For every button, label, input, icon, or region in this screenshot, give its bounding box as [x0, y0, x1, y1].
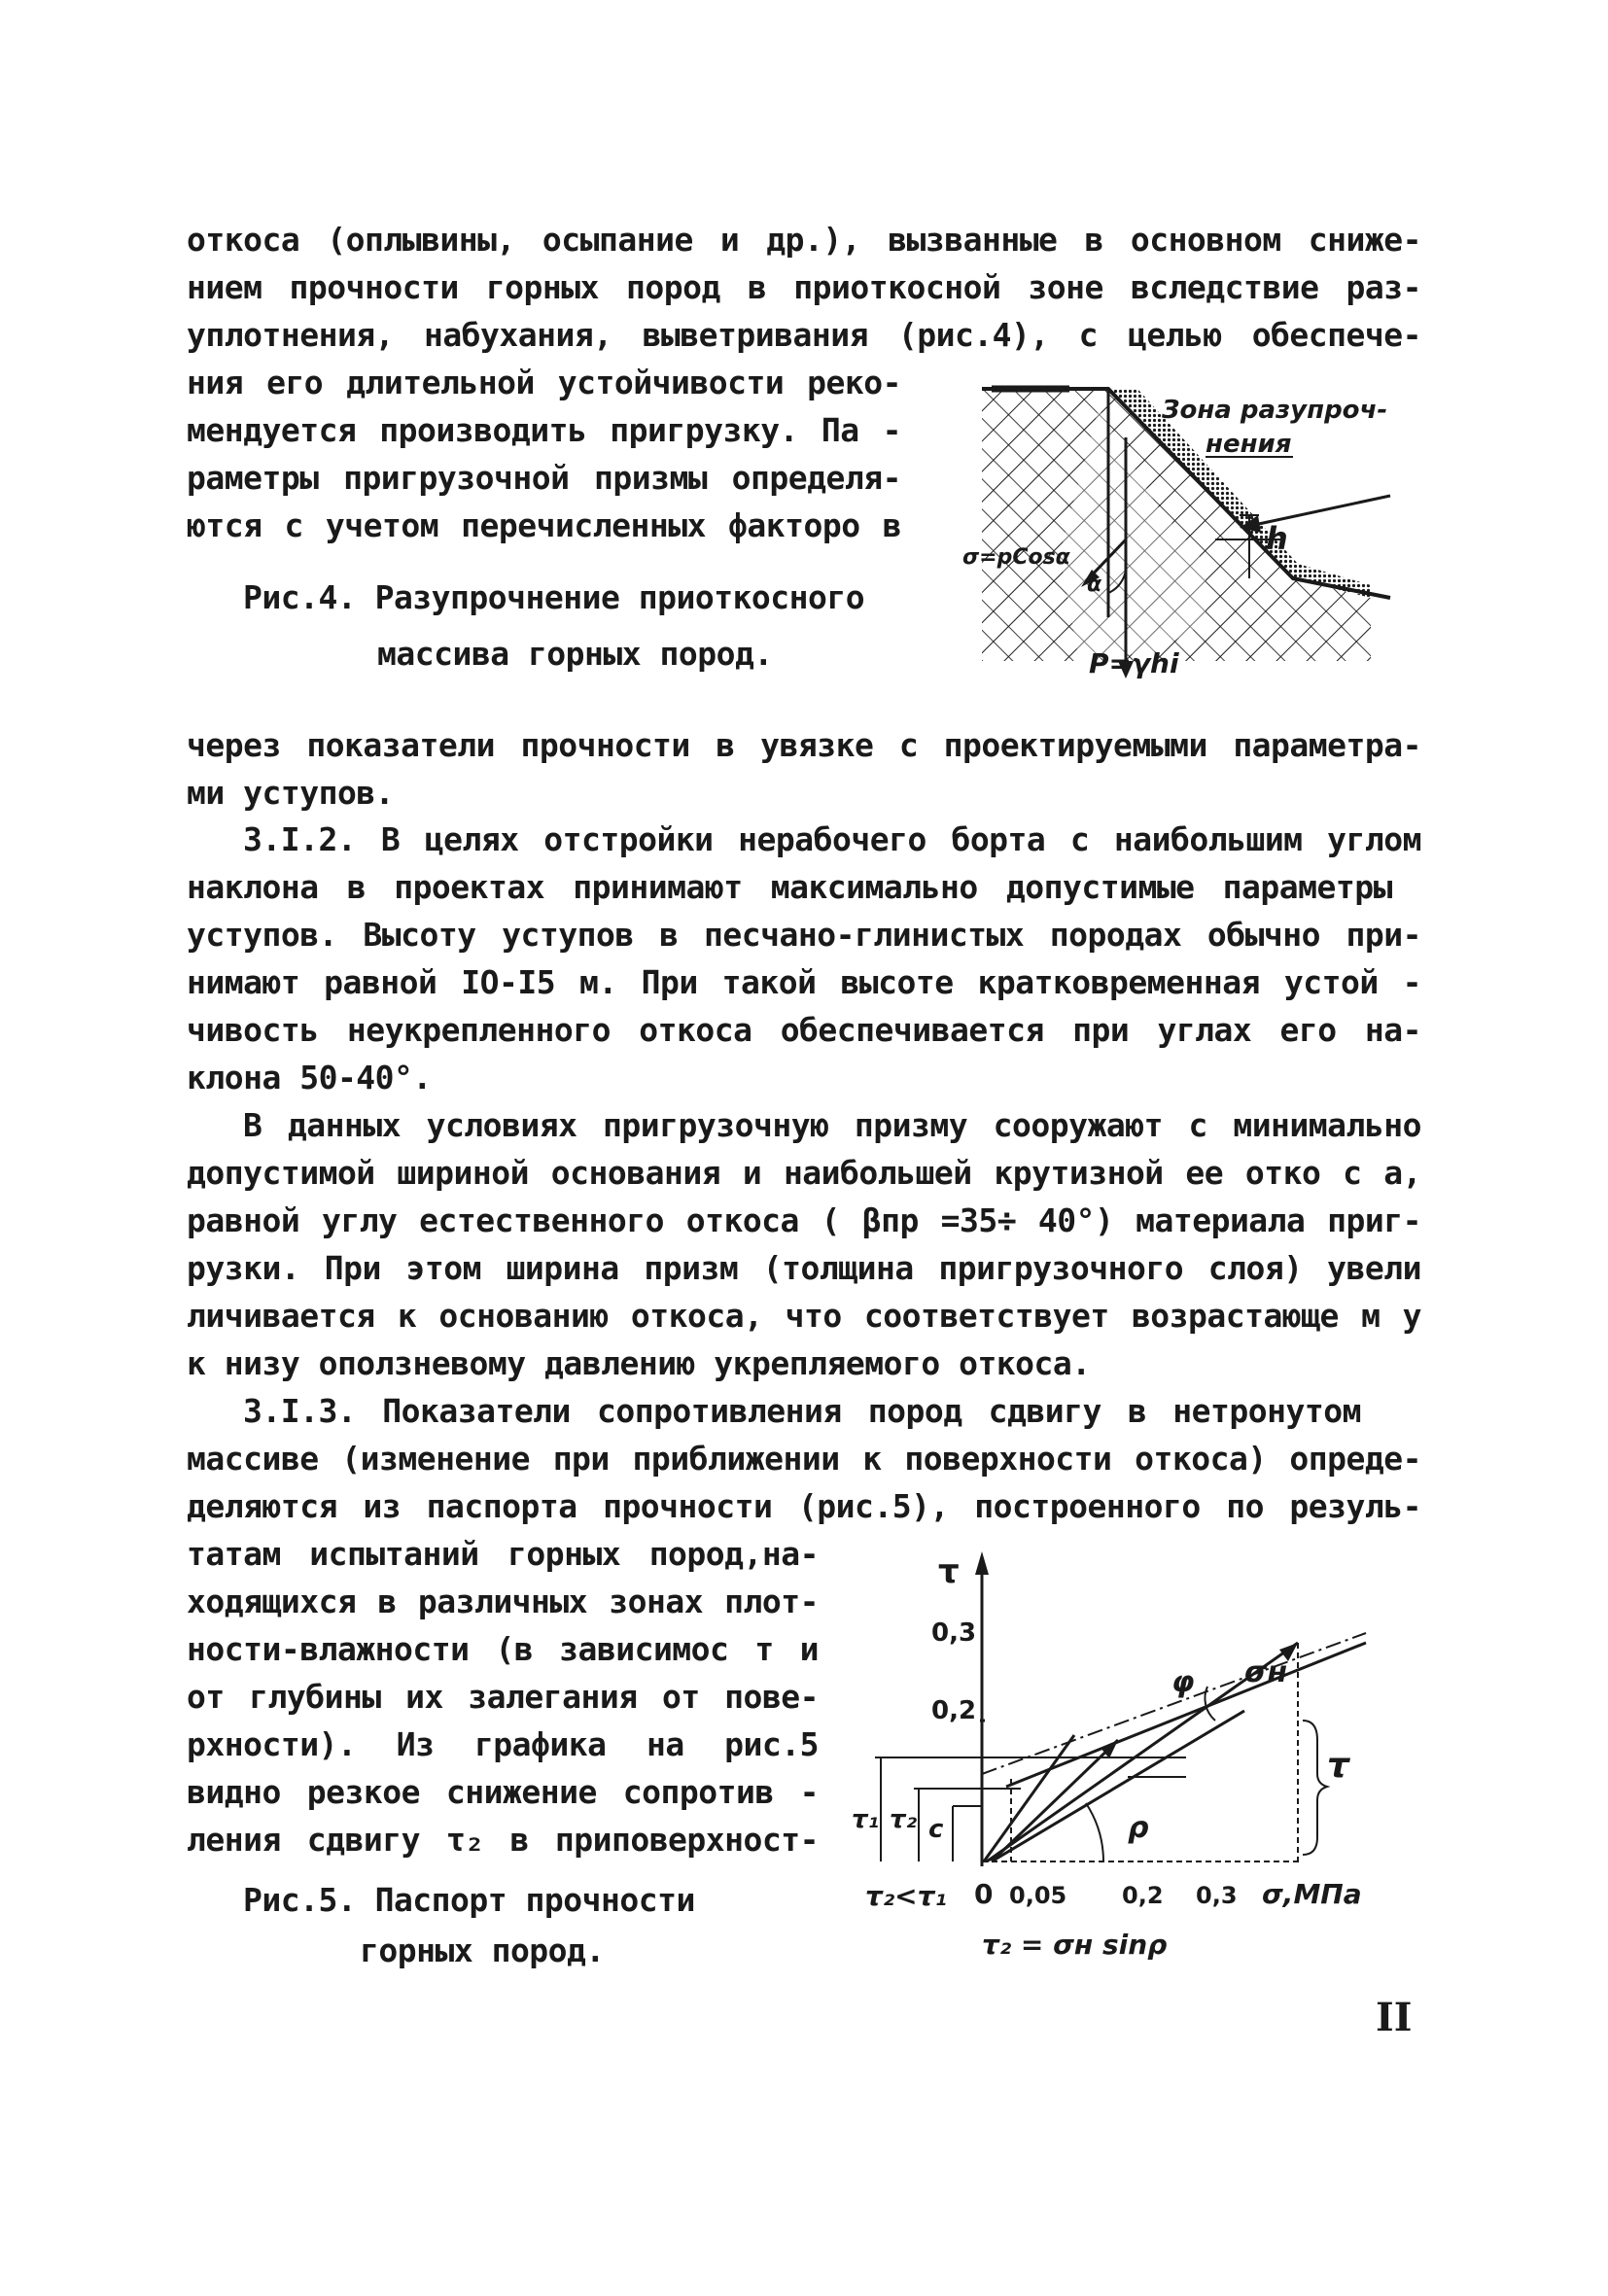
text-line: массиве (изменение при приближении к поверхности откоса) опреде- — [187, 1440, 1421, 1478]
figure5-caption-line2: горных пород. — [360, 1931, 605, 1969]
label-alpha: α — [1087, 573, 1102, 597]
text-line: мендуется производить пригрузку. Па - — [187, 411, 901, 449]
label-tau2: τ₂ — [890, 1805, 917, 1834]
text-line: рузки. При этом ширина призм (толщина пригрузочного слоя) увели — [187, 1249, 1421, 1287]
label-zone-line1: Зона разупроч- — [1162, 396, 1388, 425]
figure4-caption-line1: Рис.4. Разупрочнение приоткосного — [243, 578, 865, 616]
text-line: ления сдвигу τ₂ в приповерхност- — [187, 1821, 819, 1859]
label-c: c — [928, 1815, 944, 1844]
label-tau1: τ₁ — [852, 1805, 879, 1834]
text-line: ми уступов. — [187, 774, 395, 812]
page-number: II — [1376, 1995, 1413, 2040]
label-inequality: τ₂<τ₁ — [865, 1880, 947, 1912]
text-line: В данных условиях пригрузочную призму сооружают с минимально — [243, 1106, 1421, 1144]
figure5-caption-line1: Рис.5. Паспорт прочности — [243, 1881, 695, 1919]
label-zone-line2: нения — [1206, 430, 1292, 459]
text-line: видно резкое снижение сопротив - — [187, 1773, 819, 1811]
x-tick-0-3: 0,3 — [1196, 1882, 1238, 1909]
text-line: 3.I.2. В целях отстройки нерабочего борта с наибольшим углом — [243, 820, 1421, 858]
sigma-axis-label: σ,МПа — [1262, 1878, 1362, 1910]
text-line: чивость неукрепленного откоса обеспечивается при углах его на- — [187, 1011, 1421, 1049]
x-tick-0: 0 — [974, 1878, 994, 1910]
x-tick-0-2: 0,2 — [1122, 1882, 1164, 1909]
rho-line — [992, 1711, 1244, 1861]
text-line: уступов. Высоту уступов в песчано-глинистых породах обычно при- — [187, 916, 1421, 954]
text-line: раметры пригрузочной призмы определя- — [187, 459, 901, 497]
label-formula: τ₂ = σн sinρ — [982, 1929, 1168, 1961]
text-line: клона 50-40°. — [187, 1059, 432, 1096]
x-tick-0-05: 0,05 — [1009, 1882, 1067, 1909]
figure5-strength-chart — [836, 1546, 1381, 1973]
text-line: ходящихся в различных зонах плот- — [187, 1583, 819, 1620]
y-tick-0-3: 0,3 — [931, 1618, 977, 1648]
label-h: h — [1266, 520, 1288, 557]
text-line: личивается к основанию откоса, что соответствует возрастающе м у — [187, 1297, 1421, 1335]
label-sigma-n: σн — [1244, 1655, 1288, 1689]
text-line: к низу оползневому давлению укрепляемого откоса. — [187, 1344, 1091, 1382]
figure4-caption-line2: массива горных пород. — [377, 635, 773, 673]
text-line: откоса (оплывины, осыпание и др.), вызванные в основном сниже- — [187, 221, 1421, 259]
text-line: рхности). Из графика на рис.5 — [187, 1725, 819, 1763]
text-line: равной углу естественного откоса ( βпр =35÷ 40°) материала приг- — [187, 1201, 1421, 1239]
text-line: ются с учетом перечисленных факторо в — [187, 506, 901, 544]
label-p: P=γhi — [1089, 647, 1179, 679]
text-line: нием прочности горных пород в приоткосной зоне вследствие раз- — [187, 268, 1421, 306]
text-line: татам испытаний горных пород,на- — [187, 1535, 819, 1573]
figure4-slope-diagram — [962, 369, 1429, 680]
label-tau-brace: τ — [1327, 1746, 1349, 1786]
text-line: 3.I.3. Показатели сопротивления пород сдвигу в нетронутом — [243, 1392, 1361, 1430]
tau-axis-label: τ — [938, 1552, 960, 1591]
label-phi: φ — [1171, 1665, 1195, 1699]
text-line: допустимой шириной основания и наибольшей крутизной ее отко с а, — [187, 1154, 1421, 1192]
text-line: уплотнения, набухания, выветривания (рис.4), с целью обеспече- — [187, 316, 1421, 354]
text-line: деляются из паспорта прочности (рис.5), построенного по резуль- — [187, 1487, 1421, 1525]
y-tick-0-2: 0,2 — [931, 1696, 977, 1725]
text-line: через показатели прочности в увязке с проектируемыми параметра- — [187, 726, 1421, 764]
text-line: нимают равной IO-I5 м. При такой высоте кратковременная устой - — [187, 963, 1421, 1001]
text-line: ности-влажности (в зависимос т и — [187, 1630, 819, 1668]
text-line: ния его длительной устойчивости реко- — [187, 364, 901, 401]
label-sigma: σ=pCosα — [962, 545, 1070, 570]
text-line: от глубины их залегания от пове- — [187, 1678, 819, 1716]
text-line: наклона в проектах принимают максимально допустимые параметры — [187, 868, 1392, 906]
label-rho: ρ — [1128, 1811, 1149, 1845]
